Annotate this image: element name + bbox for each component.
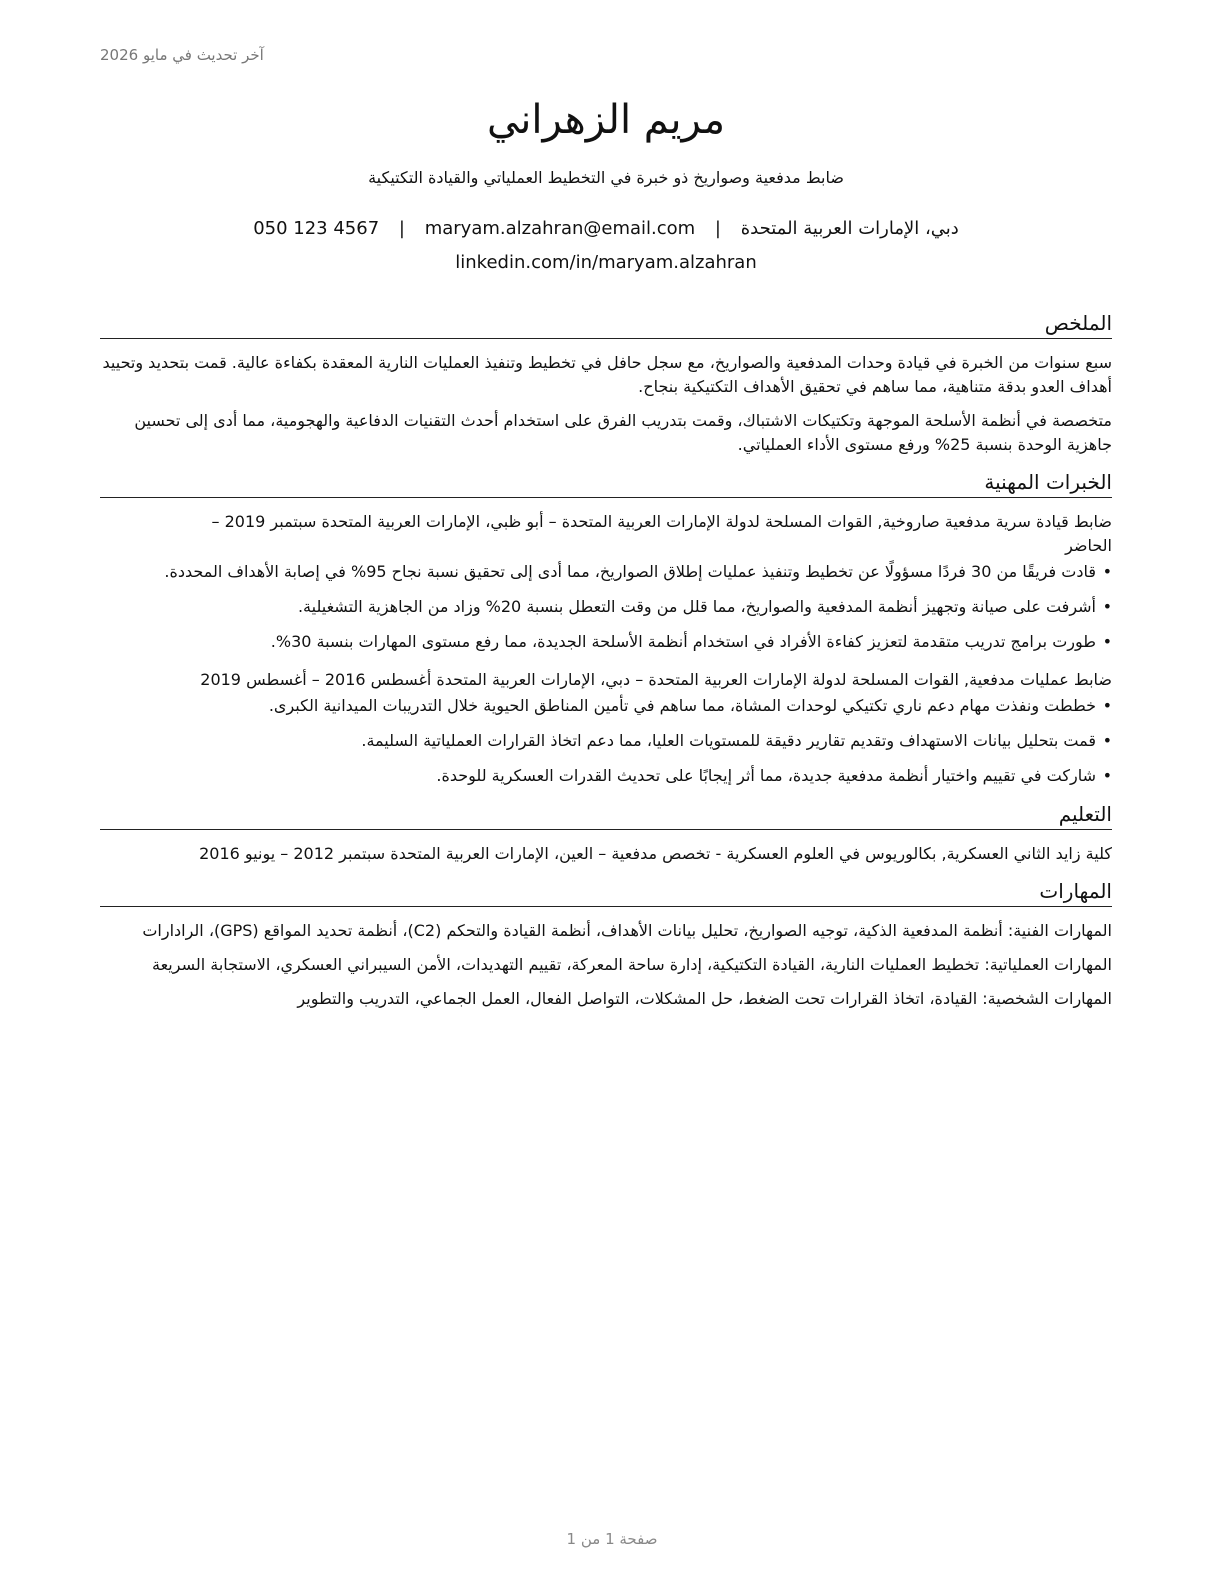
skills-line: المهارات الشخصية: القيادة، اتخاذ القرارات تحت الضغط، حل المشكلات، التواصل الفعال، العمل الجماعي، التدريب والتطوير bbox=[297, 989, 1112, 1008]
summary-paragraph: متخصصة في أنظمة الأسلحة الموجهة وتكتيكات الاشتباك، وقمت بتدريب الفرق على استخدام أحدث التقنيات الدفاعية والهجومية، مما أدى إلى تحسين جاهزية الوحدة بنسبة 25% ورفع مستوى الأداء العملياتي. bbox=[134, 411, 1112, 454]
education-entry: كلية زايد الثاني العسكرية, بكالوريوس في العلوم العسكرية - تخصص مدفعية – العين، الإمارات العربية المتحدة سبتمبر 2012 – يونيو 2016 bbox=[199, 844, 1112, 863]
job-header: ضابط قيادة سرية مدفعية صاروخية, القوات المسلحة لدولة الإمارات العربية المتحدة – أبو ظبي، الإمارات العربية المتحدة سبتمبر 2019 – الحاضر bbox=[211, 512, 1112, 555]
candidate-name: مريم الزهراني bbox=[486, 97, 726, 143]
contact-linkedin[interactable]: linkedin.com/in/maryam.alzahran bbox=[455, 252, 757, 273]
skills-line: المهارات الفنية: أنظمة المدفعية الذكية، توجيه الصواريخ، تحليل بيانات الأهداف، أنظمة القيادة والتحكم (C2)، أنظمة تحديد المواقع (GPS)، الرادارات bbox=[142, 921, 1112, 940]
candidate-tagline: ضابط مدفعية وصواريخ ذو خبرة في التخطيط العملياتي والقيادة التكتيكية bbox=[368, 168, 844, 187]
job-bullet: • طورت برامج تدريب متقدمة لتعزيز كفاءة الأفراد في استخدام أنظمة الأسلحة الجديدة، مما رفع مستوى المهارات بنسبة 30%. bbox=[100, 630, 1112, 654]
skills-section bbox=[100, 876, 1112, 1011]
contact-separator: | bbox=[398, 218, 405, 239]
contact-separator: | bbox=[714, 218, 721, 239]
job-bullet: • قادت فريقًا من 30 فردًا مسؤولًا عن تخطيط وتنفيذ عمليات إطلاق الصواريخ، مما أدى إلى تحقيق نسبة نجاح 95% في إصابة الأهداف المحددة. bbox=[100, 560, 1112, 584]
section-title-skills: المهارات bbox=[100, 876, 1112, 907]
resume-content bbox=[100, 308, 1112, 1021]
contact-line bbox=[100, 214, 1112, 244]
job-bullet: • خططت ونفذت مهام دعم ناري تكتيكي لوحدات المشاة، مما ساهم في تأمين المناطق الحيوية خلال التدريبات الميدانية الكبرى. bbox=[100, 694, 1112, 718]
education-section bbox=[100, 799, 1112, 866]
job-bullet: • شاركت في تقييم واختيار أنظمة مدفعية جديدة، مما أثر إيجابًا على تحديث القدرات العسكرية للوحدة. bbox=[100, 764, 1112, 788]
summary-paragraph: سبع سنوات من الخبرة في قيادة وحدات المدفعية والصواريخ، مع سجل حافل في تخطيط وتنفيذ العمليات النارية المعقدة بكفاءة عالية. قمت بتحديد وتحييد أهداف العدو بدقة متناهية، مما ساهم في تحقيق الأهداف التكتيكية بنجاح. bbox=[102, 353, 1112, 396]
section-title-education: التعليم bbox=[100, 799, 1112, 830]
job-header: ضابط عمليات مدفعية, القوات المسلحة لدولة الإمارات العربية المتحدة – دبي، الإمارات العربية المتحدة أغسطس 2016 – أغسطس 2019 bbox=[200, 670, 1112, 689]
job-bullets bbox=[100, 694, 1112, 788]
last-updated: آخر تحديث في مايو 2026 bbox=[100, 46, 264, 64]
contact-email[interactable]: maryam.alzahran@email.com bbox=[424, 218, 696, 239]
contact-phone[interactable]: 050 123 4567 bbox=[253, 218, 380, 239]
summary-section bbox=[100, 308, 1112, 457]
section-title-experience: الخبرات المهنية bbox=[100, 467, 1112, 498]
job-bullets bbox=[100, 560, 1112, 654]
job-entry bbox=[100, 668, 1112, 788]
experience-section bbox=[100, 467, 1112, 788]
job-bullet: • قمت بتحليل بيانات الاستهداف وتقديم تقارير دقيقة للمستويات العليا، مما دعم اتخاذ القرارات العملياتية السليمة. bbox=[100, 729, 1112, 753]
skills-line: المهارات العملياتية: تخطيط العمليات النارية، القيادة التكتيكية، إدارة ساحة المعركة، تقييم التهديدات، الأمن السيبراني العسكري، الاستجابة السريعة bbox=[151, 955, 1112, 974]
contact-location: دبي، الإمارات العربية المتحدة bbox=[740, 218, 959, 239]
page-number: صفحة 1 من 1 bbox=[566, 1530, 658, 1548]
job-entry bbox=[100, 510, 1112, 654]
section-title-summary: الملخص bbox=[100, 308, 1112, 339]
resume-header bbox=[100, 88, 1112, 278]
job-bullet: • أشرفت على صيانة وتجهيز أنظمة المدفعية والصواريخ، مما قلل من وقت التعطل بنسبة 20% وزاد من الجاهزية التشغيلية. bbox=[100, 595, 1112, 619]
